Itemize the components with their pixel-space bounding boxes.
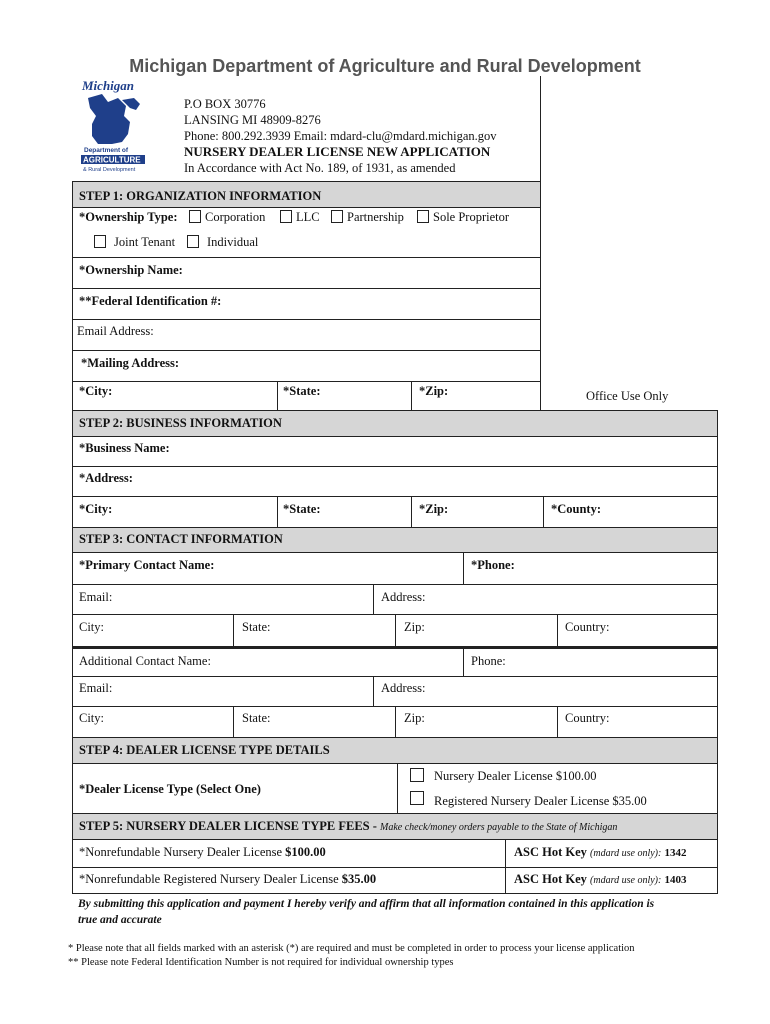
license-options-cell — [397, 764, 647, 813]
license-type-row — [72, 764, 718, 814]
option-partnership[interactable]: Partnership — [331, 210, 404, 225]
step5-title-note: Make check/money orders payable to the State of Michigan — [380, 822, 618, 833]
hotkey1-note: (mdard use only): — [590, 848, 662, 859]
fee1-label: *Nonrefundable Nursery Dealer License — [79, 845, 286, 859]
step4-title: STEP 4: DEALER LICENSE TYPE DETAILS — [79, 743, 330, 757]
logo-line3: & Rural Development — [83, 167, 136, 173]
additional-state-field[interactable] — [233, 707, 271, 737]
step1-header — [72, 181, 541, 208]
contact-city-label: City: — [79, 620, 105, 634]
option-joint-tenant[interactable]: Joint Tenant — [94, 235, 175, 250]
additional-contact-row — [72, 647, 718, 677]
primary-phone-label: *Phone: — [471, 558, 515, 572]
additional-address-field[interactable] — [373, 677, 426, 706]
step1-title: STEP 1: ORGANIZATION INFORMATION — [79, 189, 322, 203]
additional-country-label: Country: — [565, 711, 610, 725]
hotkey2-note: (mdard use only): — [590, 875, 662, 886]
address-line1: P.O BOX 30776 — [184, 97, 266, 111]
department-title: Michigan Department of Agriculture and Rural Development — [129, 56, 641, 76]
logo-line2: AGRICULTURE — [83, 155, 141, 165]
step2-state-label: *State: — [283, 502, 321, 516]
contact-email-label: Email: — [79, 590, 113, 604]
contact-line: Phone: 800.292.3939 Email: mdard-clu@mdard.michigan.gov — [184, 129, 497, 143]
option-llc[interactable]: LLC — [280, 210, 320, 225]
address-line2: LANSING MI 48909-8276 — [184, 113, 321, 127]
fee2-label-wrap — [79, 872, 376, 887]
step2-city-row — [72, 497, 718, 528]
contact-address-field[interactable] — [373, 585, 426, 614]
step1-state-field[interactable] — [277, 382, 321, 410]
joint-tenant-checkbox[interactable] — [94, 235, 106, 248]
additional-contact-label: Additional Contact Name: — [79, 654, 211, 668]
mailing-address-label: *Mailing Address: — [81, 356, 180, 370]
federal-id-note: ** Please note Federal Identification Number is not required for individual ownership types — [68, 957, 454, 968]
contact-state-label: State: — [242, 620, 271, 634]
fee1-label-wrap — [79, 845, 326, 860]
act-line: In Accordance with Act No. 189, of 1931, as amended — [184, 161, 456, 175]
additional-phone-label: Phone: — [471, 654, 506, 668]
hotkey1-wrap — [514, 845, 686, 860]
step3-title: STEP 3: CONTACT INFORMATION — [79, 532, 283, 546]
fee2-row — [72, 868, 718, 894]
additional-address-label: Address: — [381, 681, 426, 695]
hotkey2-cell — [505, 868, 687, 893]
michigan-logo — [78, 78, 148, 174]
contact-address-label: Address: — [381, 590, 426, 604]
contact-state-field[interactable] — [233, 615, 271, 646]
step5-title-wrap — [79, 819, 617, 834]
sole-proprietor-checkbox[interactable] — [417, 210, 429, 223]
logo-line1: Department of — [84, 147, 129, 154]
form-title: NURSERY DEALER LICENSE NEW APPLICATION — [184, 144, 491, 159]
hotkey2-label: ASC Hot Key — [514, 872, 587, 886]
required-note: * Please note that all fields marked with an asterisk (*) are required and must be completed in order to process your license application — [68, 943, 635, 954]
registered-nursery-option-label: Registered Nursery Dealer License $35.00 — [434, 794, 647, 808]
fee1-row — [72, 840, 718, 868]
federal-id-label: **Federal Identification #: — [79, 294, 222, 308]
office-use-label: Office Use Only — [586, 389, 669, 403]
step2-city-label: *City: — [79, 502, 113, 516]
step2-zip-field[interactable] — [411, 497, 449, 527]
contact-email-row — [72, 585, 718, 615]
additional-email-row — [72, 677, 718, 707]
option-sole-proprietor[interactable]: Sole Proprietor — [417, 210, 509, 225]
contact-country-field[interactable] — [557, 615, 610, 646]
business-address-label: *Address: — [79, 471, 133, 485]
verify-line2: true and accurate — [78, 914, 162, 926]
verification-statement — [78, 896, 718, 928]
option-corporation[interactable]: Corporation — [189, 210, 265, 225]
email-address-field[interactable] — [72, 320, 541, 351]
license-type-label: *Dealer License Type (Select One) — [79, 782, 261, 796]
primary-phone-field[interactable] — [463, 553, 515, 584]
verify-line1: By submitting this application and payment I hereby verify and affirm that all information contained in this application is — [78, 898, 655, 910]
additional-state-label: State: — [242, 711, 271, 725]
hotkey1-value: 1342 — [664, 847, 687, 859]
email-address-label: Email Address: — [77, 324, 154, 338]
step2-title: STEP 2: BUSINESS INFORMATION — [79, 416, 282, 430]
nursery-dealer-option-label: Nursery Dealer License $100.00 — [434, 769, 597, 783]
additional-city-label: City: — [79, 711, 105, 725]
business-name-field[interactable] — [72, 437, 718, 467]
primary-contact-label: *Primary Contact Name: — [79, 558, 215, 572]
fee2-label: *Nonrefundable Registered Nursery Dealer License — [79, 872, 342, 886]
fee2-amount: $35.00 — [341, 872, 377, 886]
option-individual[interactable]: Individual — [187, 235, 258, 250]
fee1-amount: $100.00 — [285, 845, 326, 859]
step2-zip-label: *Zip: — [419, 502, 449, 516]
additional-city-row — [72, 707, 718, 738]
logo-state-text: Michigan — [82, 78, 135, 93]
additional-country-field[interactable] — [557, 707, 610, 737]
llc-checkbox[interactable] — [280, 210, 292, 223]
step1-zip-label: *Zip: — [419, 384, 449, 398]
mailing-address-field[interactable] — [72, 351, 541, 382]
contact-zip-label: Zip: — [404, 620, 425, 634]
step5-title: STEP 5: NURSERY DEALER LICENSE TYPE FEES - — [79, 819, 381, 833]
step1-city-label: *City: — [79, 384, 113, 398]
registered-nursery-checkbox[interactable] — [410, 791, 424, 805]
ownership-name-field[interactable] — [72, 258, 541, 289]
primary-contact-row — [72, 553, 718, 585]
business-name-label: *Business Name: — [79, 441, 170, 455]
partnership-checkbox[interactable] — [331, 210, 343, 223]
individual-checkbox[interactable] — [187, 235, 199, 248]
nursery-dealer-checkbox[interactable] — [410, 768, 424, 782]
step2-header — [72, 410, 718, 437]
additional-zip-label: Zip: — [404, 711, 425, 725]
step2-county-field[interactable] — [543, 497, 602, 527]
hotkey2-value: 1403 — [664, 874, 687, 886]
contact-zip-field[interactable] — [395, 615, 425, 646]
ownership-type-label: *Ownership Type: — [79, 210, 178, 224]
hotkey2-wrap — [514, 872, 686, 887]
header-block — [184, 96, 497, 176]
step5-header — [72, 814, 718, 840]
hotkey1-label: ASC Hot Key — [514, 845, 587, 859]
step2-state-field[interactable] — [277, 497, 321, 527]
hotkey1-cell — [505, 840, 687, 867]
contact-city-row — [72, 615, 718, 647]
step3-header — [72, 528, 718, 553]
contact-country-label: Country: — [565, 620, 610, 634]
step1-state-label: *State: — [283, 384, 321, 398]
additional-phone-field[interactable] — [463, 649, 506, 676]
additional-email-label: Email: — [79, 681, 113, 695]
step2-county-label: *County: — [551, 502, 602, 516]
federal-id-field[interactable] — [72, 289, 541, 320]
corporation-checkbox[interactable] — [189, 210, 201, 223]
business-address-field[interactable] — [72, 467, 718, 497]
ownership-type-row — [72, 208, 541, 258]
step1-zip-field[interactable] — [411, 382, 449, 410]
step4-header — [72, 738, 718, 764]
step1-city-state-zip-row — [72, 382, 541, 411]
additional-zip-field[interactable] — [395, 707, 425, 737]
ownership-name-label: *Ownership Name: — [79, 263, 183, 277]
